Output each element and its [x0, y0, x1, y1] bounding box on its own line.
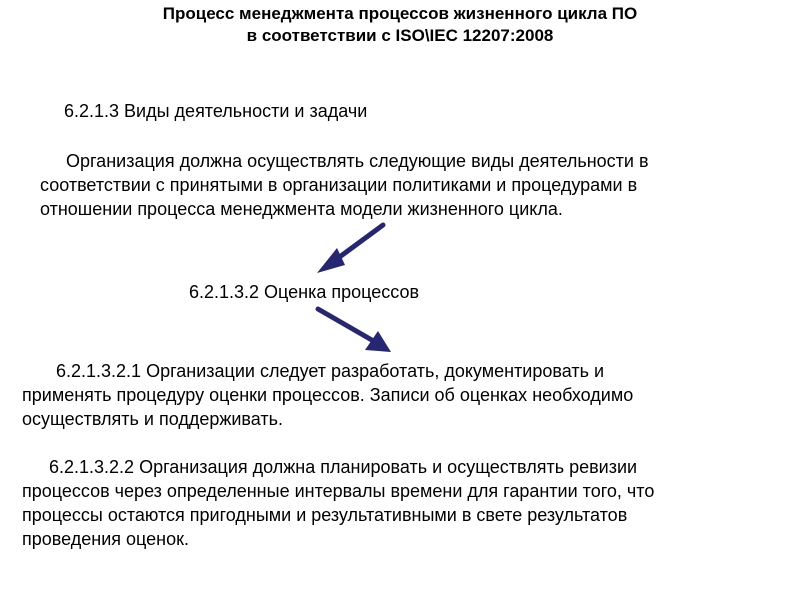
paragraph-line: Организация должна осуществлять следующие виды деятельности в — [66, 151, 649, 171]
paragraph-line: проведения оценок. — [22, 529, 189, 549]
paragraph-line: отношении процесса менеджмента модели жизненного цикла. — [40, 199, 563, 219]
paragraph-line: соответствии с принятыми в организации политиками и процедурами в — [40, 175, 638, 195]
arrow-down-left-icon — [317, 225, 383, 273]
paragraph-line: осуществлять и поддерживать. — [22, 409, 284, 429]
arrow-down-right-icon — [318, 309, 391, 352]
item-2-paragraph — [22, 455, 654, 551]
paragraph-line: 6.2.1.3.2.2 Организация должна планировать и осуществлять ревизии — [49, 457, 638, 477]
title-line-2: в соответствии с ISO\IEC 12207:2008 — [246, 26, 554, 45]
paragraph-line: применять процедуру оценки процессов. Записи об оценках необходимо — [22, 385, 634, 405]
paragraph-line: 6.2.1.3.2.1 Организации следует разработать, документировать и — [56, 361, 605, 381]
paragraph-line: процессы остаются пригодными и результативными в свете результатов — [22, 505, 628, 525]
section-heading: 6.2.1.3 Виды деятельности и задачи — [64, 101, 368, 121]
item-1-paragraph — [22, 359, 633, 431]
subsection-heading: 6.2.1.3.2 Оценка процессов — [189, 282, 420, 302]
paragraph-line: процессов через определенные интервалы времени для гарантии того, что — [22, 481, 655, 501]
title-line-1: Процесс менеджмента процессов жизненного цикла ПО — [162, 4, 638, 23]
